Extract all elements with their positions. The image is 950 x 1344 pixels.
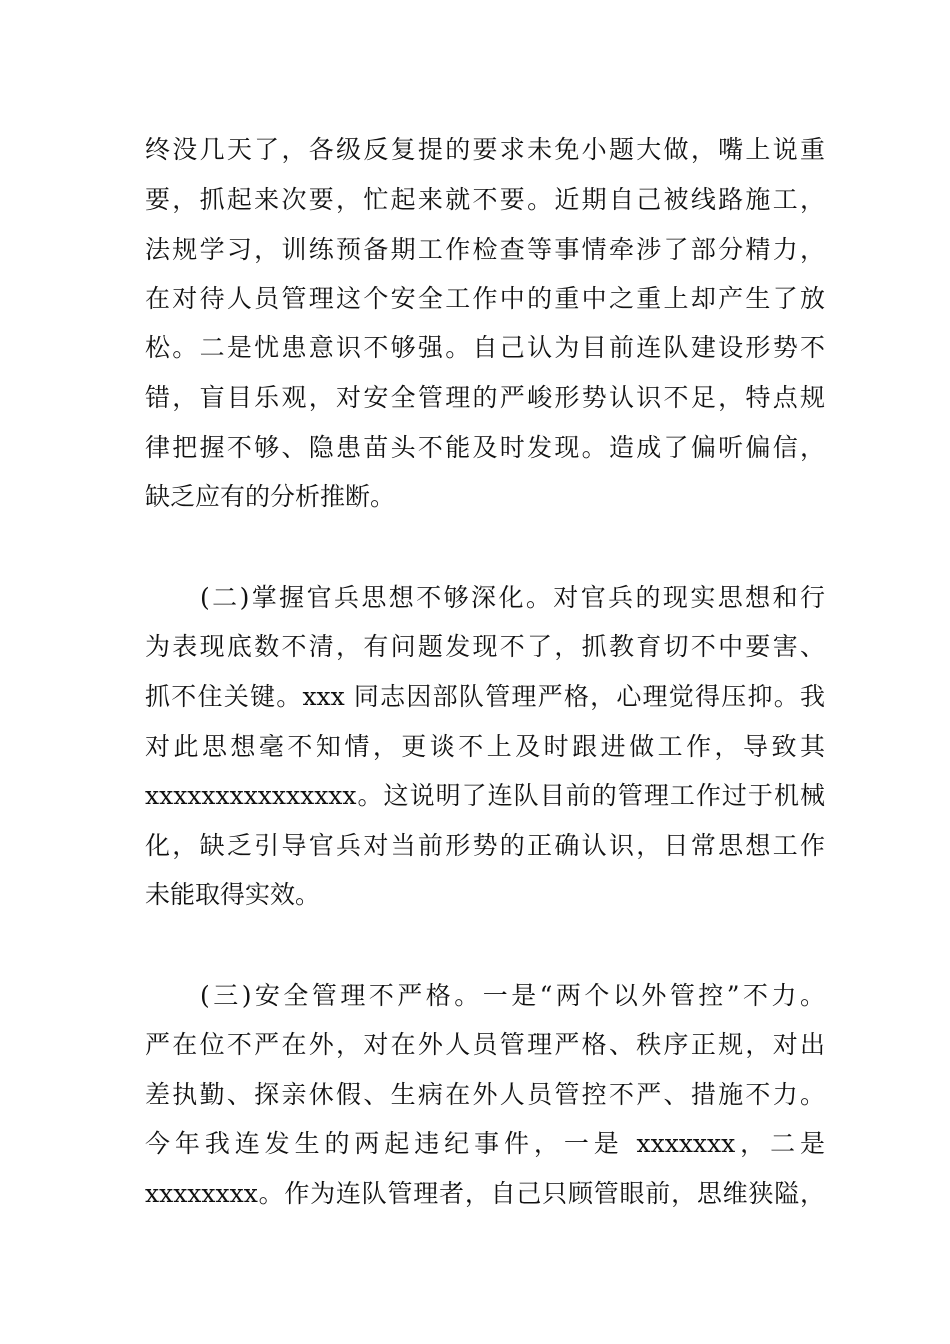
text-line: 错，盲目乐观，对安全管理的严峻形势认识不足，特点规 [145,383,825,412]
text-line: 松。二是忧患意识不够强。自己认为目前连队建设形势不 [145,333,825,362]
text-line: xxxxxxxx。作为连队管理者，自己只顾管眼前，思维狭隘， [145,1179,825,1208]
text-line: 为表现底数不清，有问题发现不了，抓教育切不中要害、 [145,632,825,661]
text-line: 法规学习，训练预备期工作检查等事情牵涉了部分精力， [145,235,825,264]
text-line: 差执勤、探亲休假、生病在外人员管控不严、措施不力。 [145,1080,825,1109]
text-line: 缺乏应有的分析推断。 [145,482,396,511]
text-line: (二)掌握官兵思想不够深化。对官兵的现实思想和行 [200,583,825,612]
text-line: 严在位不严在外，对在外人员管理严格、秩序正规，对出 [145,1030,825,1059]
text-line: 在对待人员管理这个安全工作中的重中之重上却产生了放 [145,284,825,313]
text-line: (三)安全管理不严格。一是“两个以外管控”不力。 [200,981,825,1010]
text-line: 抓不住关键。xxx 同志因部队管理严格，心理觉得压抑。我 [145,682,825,711]
text-line: 今年我连发生的两起违纪事件，一是 xxxxxxx，二是 [145,1129,825,1158]
text-line: 要，抓起来次要，忙起来就不要。近期自己被线路施工， [145,185,825,214]
text-line: 未能取得实效。 [145,880,321,909]
text-line: 终没几天了，各级反复提的要求未免小题大做，嘴上说重 [145,135,825,164]
text-line: 律把握不够、隐患苗头不能及时发现。造成了偏听偏信， [145,433,825,462]
text-line: 对此思想毫不知情，更谈不上及时跟进做工作，导致其 [145,732,825,761]
text-line: xxxxxxxxxxxxxxx。这说明了连队目前的管理工作过于机械 [145,781,825,810]
text-line: 化，缺乏引导官兵对当前形势的正确认识，日常思想工作 [145,831,825,860]
